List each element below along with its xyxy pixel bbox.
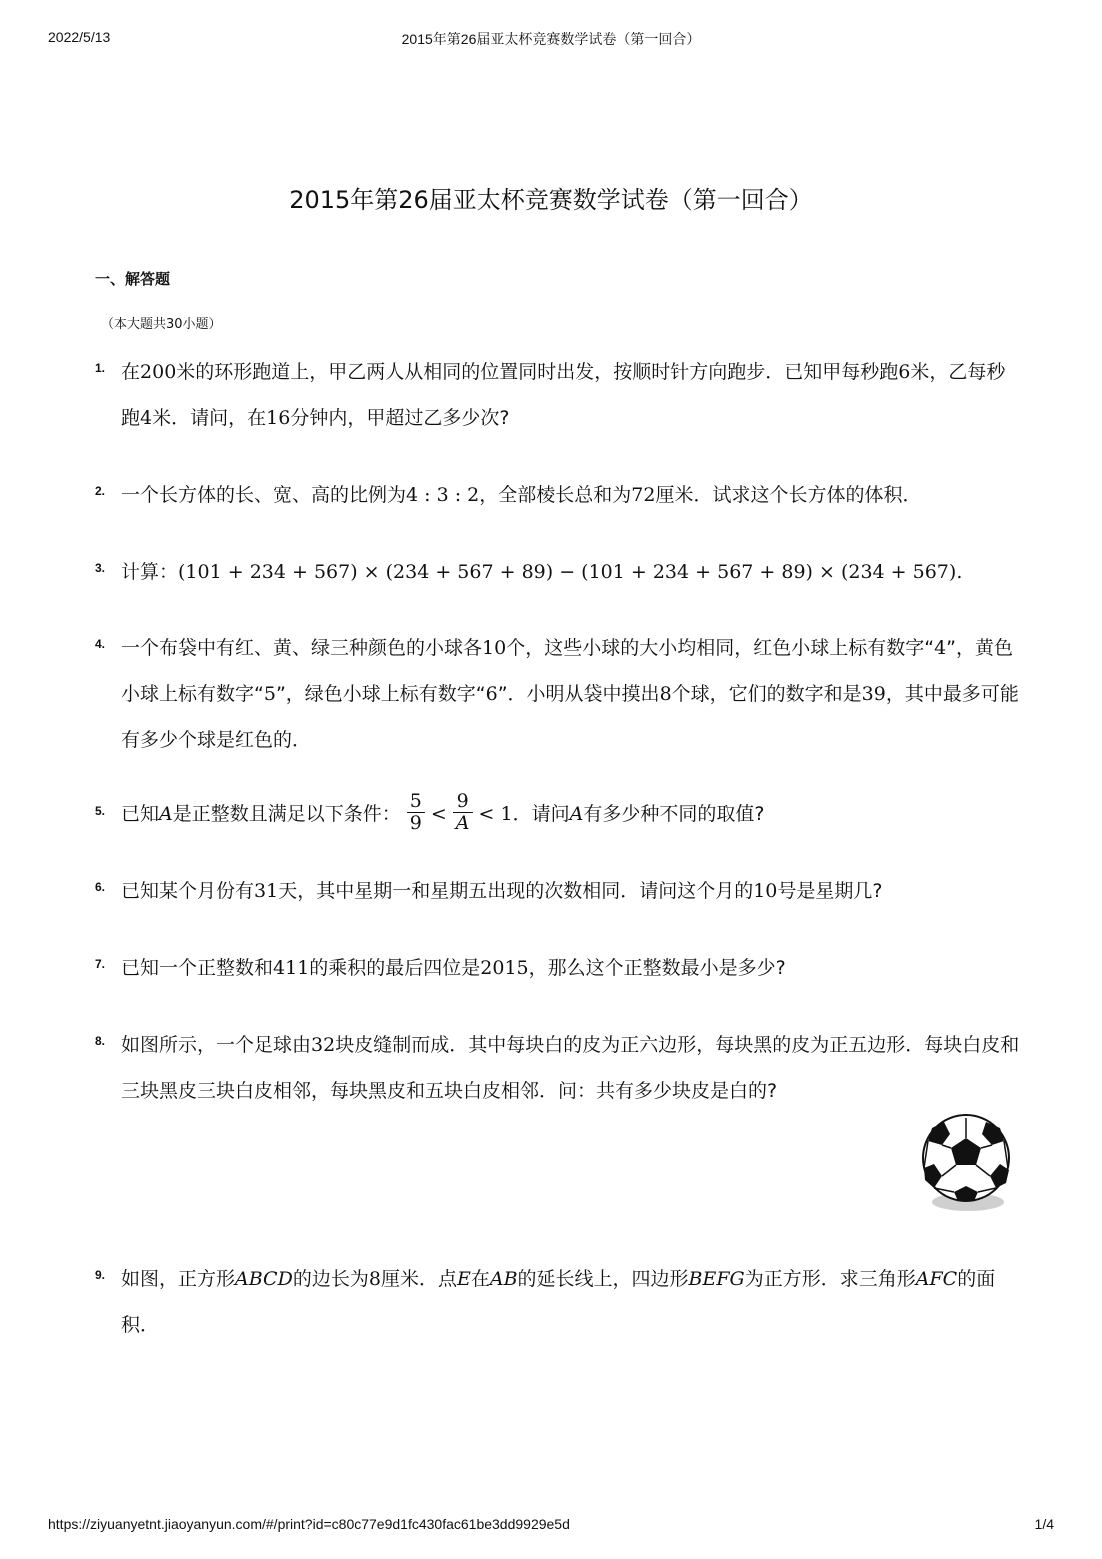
question-2 xyxy=(95,484,1020,518)
question-number: 1. xyxy=(95,361,106,375)
fraction-9-A: $\frac{9}{A}$ xyxy=(453,791,473,834)
question-1 xyxy=(95,361,1020,441)
question-6 xyxy=(95,880,1020,914)
question-text: 在200米的环形跑道上，甲乙两人从相同的位置同时出发，按顺时针方向跑步．已知甲每秒跑6米，乙每秒跑4米．请问，在16分钟内，甲超过乙多少次? xyxy=(121,361,1006,429)
question-4 xyxy=(95,637,1020,763)
question-7 xyxy=(95,957,1020,991)
header-date: 2022/5/13 xyxy=(48,29,111,45)
question-text: 如图所示，一个足球由32块皮缝制而成．其中每块白的皮为正六边形，每块黑的皮为正五边形．每块白皮和三块黑皮三块白皮相邻，每块黑皮和五块白皮相邻．问：共有多少块皮是白的? xyxy=(121,1034,1020,1102)
question-number: 7. xyxy=(95,957,106,971)
section-note: （本大题共30小题） xyxy=(101,317,222,332)
question-3 xyxy=(95,561,1020,595)
question-number: 6. xyxy=(95,880,106,894)
question-5 xyxy=(95,790,1020,839)
question-text: 一个长方体的长、宽、高的比例为4 : 3 : 2，全部棱长总和为72厘米．试求这个长方体的体积． xyxy=(121,484,922,506)
question-number: 3. xyxy=(95,561,106,575)
question-number: 8. xyxy=(95,1034,106,1048)
fraction-5-9: $\frac{5}{9}$ xyxy=(407,791,425,834)
footer-page-number: 1/4 xyxy=(1034,1516,1054,1532)
question-text: 计算：(101 + 234 + 567) × (234 + 567 + 89) − (101 + 234 + 567 + 89) × (234 + 567). xyxy=(121,561,963,583)
question-number: 4. xyxy=(95,637,106,651)
question-text: 已知A是正整数且满足以下条件： $\frac{5}{9}$ < $\frac{9}{A}$ < 1．请问A有多少种不同的取值? xyxy=(121,790,765,834)
question-text: 如图，正方形ABCD的边长为8厘米．点E在AB的延长线上，四边形BEFG为正方形．求三角形AFC的面积． xyxy=(121,1268,996,1336)
footer-url[interactable]: https://ziyuanyetnt.jiaoyanyun.com/#/print?id=c80c77e9d1fc430fac61be3dd9929e5d xyxy=(48,1516,570,1532)
question-number: 9. xyxy=(95,1268,106,1282)
question-text: 一个布袋中有红、黄、绿三种颜色的小球各10个，这些小球的大小均相同，红色小球上标有数字“4”，黄色小球上标有数字“5”，绿色小球上标有数字“6”．小明从袋中摸出8个球，它们的数字和是39，其中最多可能有多少个球是红色的． xyxy=(121,637,1019,751)
section-heading: 一、解答题 xyxy=(95,270,171,288)
question-number: 2. xyxy=(95,484,106,498)
question-text: 已知一个正整数和411的乘积的最后四位是2015，那么这个正整数最小是多少? xyxy=(121,957,786,979)
question-text: 已知某个月份有31天，其中星期一和星期五出现的次数相同．请问这个月的10号是星期几? xyxy=(121,880,883,902)
page-title: 2015年第26届亚太杯竞赛数学试卷（第一回合） xyxy=(289,186,813,214)
question-number: 5. xyxy=(95,804,106,818)
soccer-ball-image xyxy=(916,1108,1020,1220)
question-8 xyxy=(95,1034,1020,1114)
question-9 xyxy=(95,1268,1020,1348)
header-title: 2015年第26届亚太杯竞赛数学试卷（第一回合） xyxy=(401,31,701,47)
